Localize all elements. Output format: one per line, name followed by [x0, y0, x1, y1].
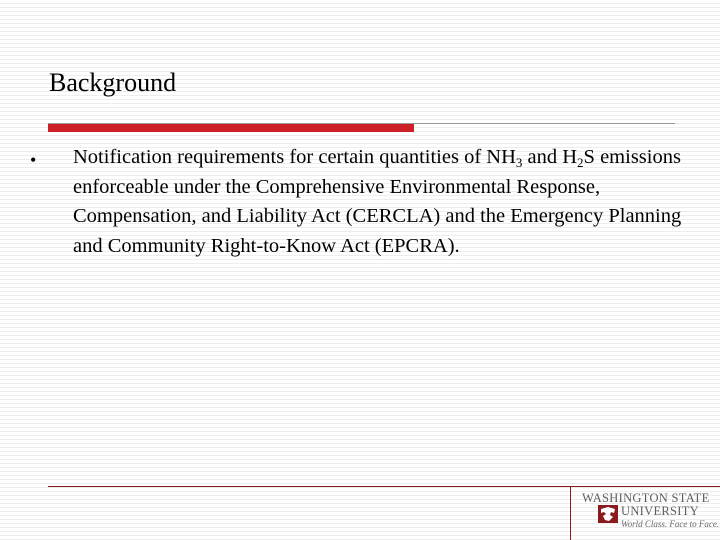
bullet-text-part3: S emissions enforceable under the Comprehensive Environmental Response, Compensation, and Liability Act (CERCLA) and the Emergency Planning and Community Right-to-Know Act (EPCRA). [73, 146, 682, 257]
cougar-head-icon [598, 505, 618, 523]
logo-tagline: World Class. Face to Face. [621, 519, 720, 529]
bullet-text [73, 143, 693, 261]
bullet-marker: • [30, 150, 37, 170]
subscript-2: 2 [577, 155, 584, 170]
logo-line2: UNIVERSITY [621, 504, 699, 518]
footer-divider [570, 486, 571, 540]
wsu-logo [578, 490, 720, 536]
subscript-3: 3 [515, 155, 523, 170]
bullet-text-part2: and H [522, 146, 578, 168]
footer-rule [48, 486, 720, 487]
logo-line1: WASHINGTON STATE [582, 491, 710, 505]
slide-title: Background [49, 68, 177, 97]
title-accent-bar [48, 124, 414, 132]
bullet-text-part1: Notification requirements for certain quantities of NH [73, 146, 516, 168]
